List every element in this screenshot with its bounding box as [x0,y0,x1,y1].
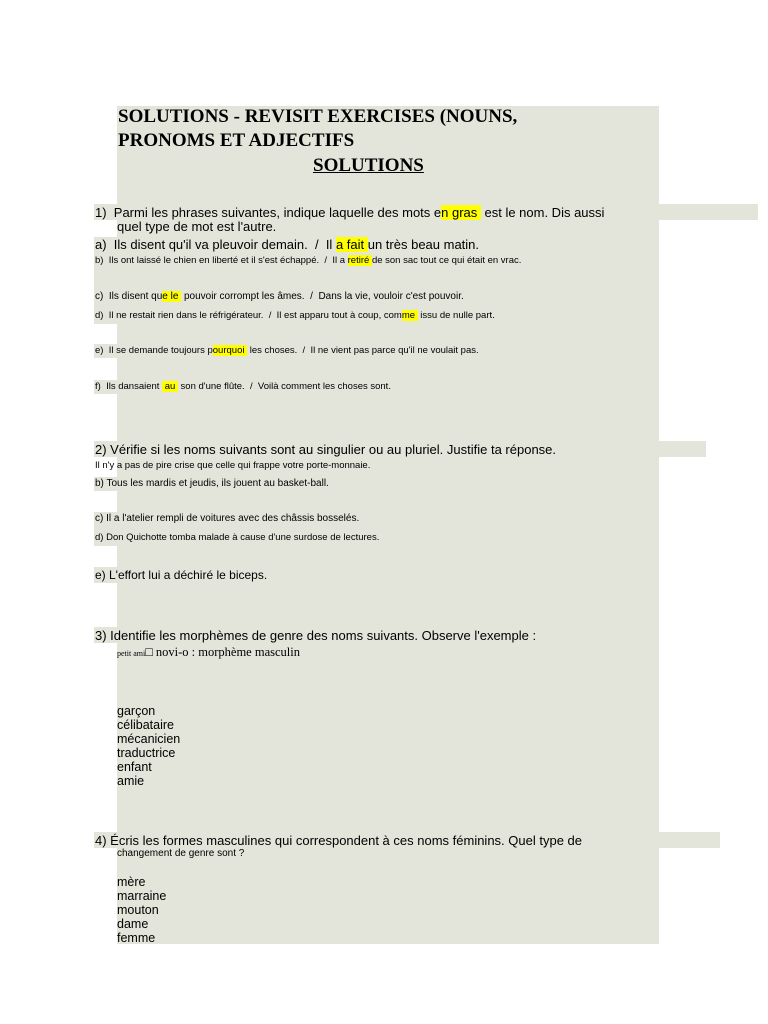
ex2-item-c: c) Il a l'atelier rempli de voitures avec des châssis bosselés. [95,513,360,524]
ex1-item-f: f) Ils dansaient au son d'une flûte. / Voilà comment les choses sont. [95,381,391,392]
ex1-item-b: b) Ils ont laissé le chien en liberté et il s'est échappé. / Il a retiré de son sac tout ce qui était en vrac. [95,255,522,266]
title-line-2: PRONOMS ET ADJECTIFS [118,130,355,151]
ex3-example: petit ami□ novi-o : morphème masculin [117,645,300,659]
ex3-word: amie [117,774,145,788]
ex4-question-line2: changement de genre sont ? [117,848,245,859]
ex4-word: dame [117,917,149,931]
ex4-word: mouton [117,903,159,917]
ex2-item-d: d) Don Quichotte tomba malade à cause d'une surdose de lectures. [95,532,380,543]
title-line-1: SOLUTIONS - REVISIT EXERCISES (NOUNS, [118,106,518,127]
ex1-item-e: e) Il se demande toujours pourquoi les choses. / Il ne vient pas parce qu'il ne voulait pas. [95,345,479,356]
ex4-word: femme [117,931,156,945]
ex4-word: marraine [117,889,167,903]
ex1-item-c: c) Ils disent que le pouvoir corrompt les âmes. / Dans la vie, vouloir c'est pouvoir. [95,291,464,302]
ex1-question-line2: quel type de mot est l'autre. [117,219,277,234]
ex3-word: célibataire [117,718,174,732]
ex2-item-a: Il n'y a pas de pire crise que celle qui frappe votre porte-monnaie. [95,460,371,471]
solutions-heading: SOLUTIONS [313,155,424,176]
ex3-word: traductrice [117,746,176,760]
ex1-item-d: d) Il ne restait rien dans le réfrigérateur. / Il est apparu tout à coup, comme issu de nulle part. [95,310,495,321]
ex3-word: mécanicien [117,732,181,746]
ex3-word: enfant [117,760,152,774]
ex3-question: 3) Identifie les morphèmes de genre des noms suivants. Observe l'exemple : [95,628,537,643]
ex4-word: mère [117,875,146,889]
ex3-word: garçon [117,704,156,718]
ex1-question: 1) Parmi les phrases suivantes, indique laquelle des mots en gras est le nom. Dis aussi [95,205,605,220]
ex1-item-a: a) Ils disent qu'il va pleuvoir demain. / Il a fait un très beau matin. [95,237,480,252]
ex2-item-b: b) Tous les mardis et jeudis, ils jouent au basket-ball. [95,478,329,489]
ex2-question: 2) Vérifie si les noms suivants sont au singulier ou au pluriel. Justifie ta réponse. [95,442,557,457]
ex2-item-e: e) L'effort lui a déchiré le biceps. [95,568,268,582]
ex4-question: 4) Écris les formes masculines qui correspondent à ces noms féminins. Quel type de [95,833,582,848]
